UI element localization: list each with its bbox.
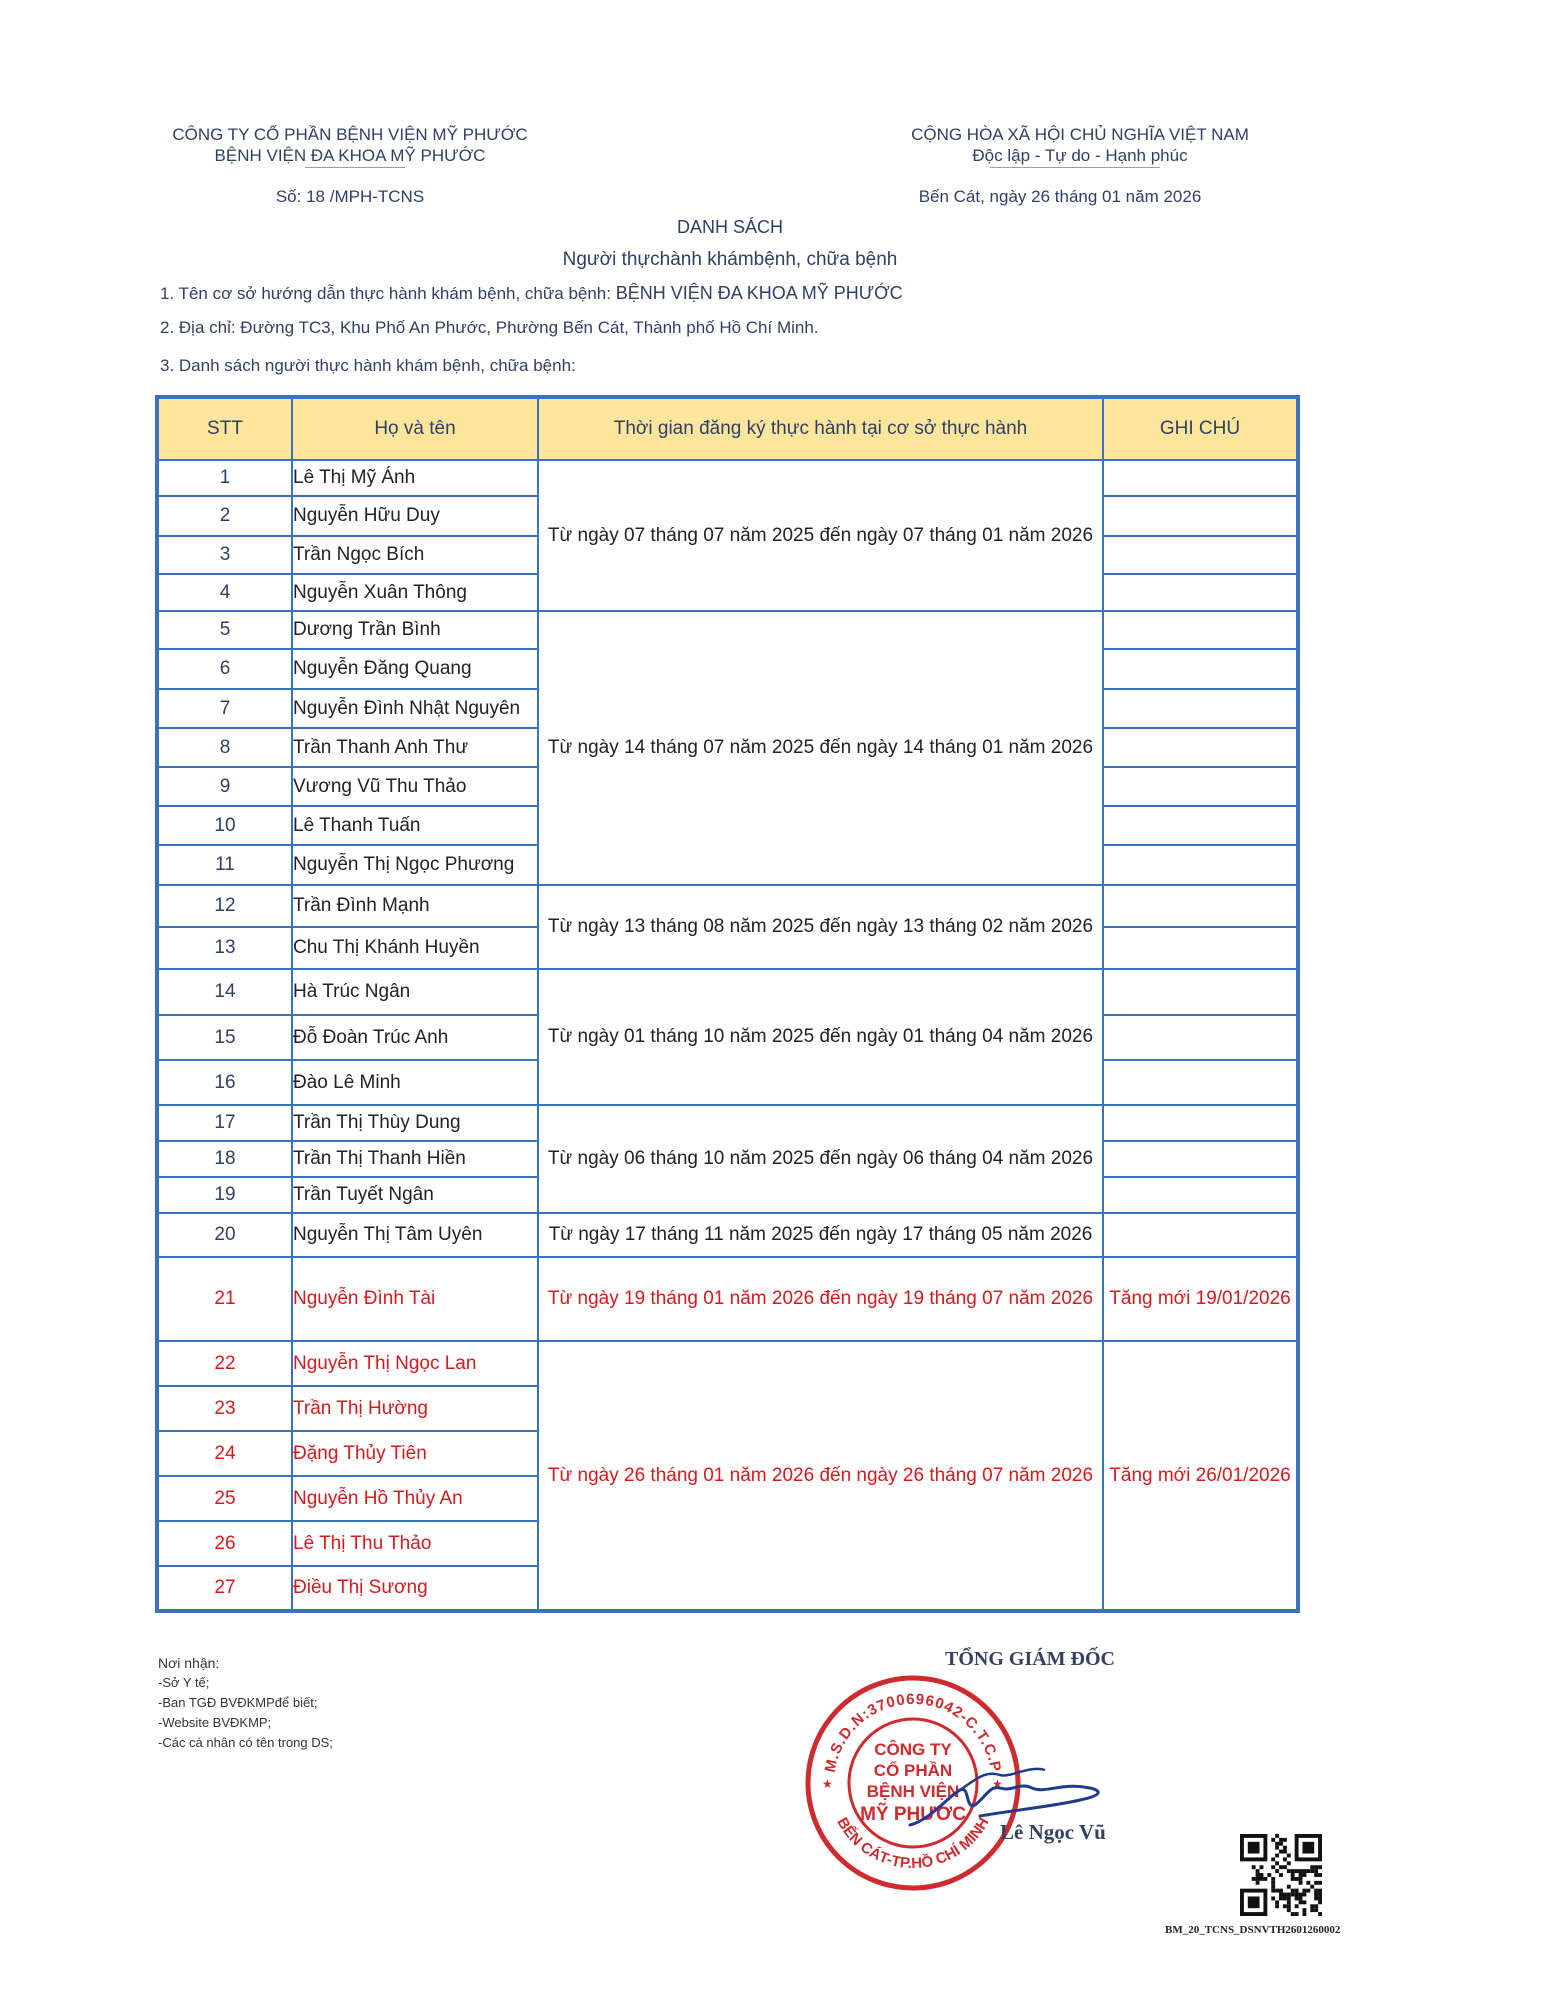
row-name: Lê Thị Mỹ Ánh [292,460,538,496]
table-body [157,460,1298,1611]
row-stt: 13 [157,927,292,969]
qr-code-icon [1240,1834,1322,1916]
row-name: Đỗ Đoàn Trúc Anh [292,1015,538,1060]
row-period: Từ ngày 19 tháng 01 năm 2026 đến ngày 19 tháng 07 năm 2026 [538,1257,1103,1341]
row-stt: 4 [157,574,292,611]
row-name: Nguyễn Hồ Thủy An [292,1476,538,1521]
row-stt: 9 [157,767,292,806]
row-stt: 1 [157,460,292,496]
right-underline [990,167,1160,168]
row-stt: 6 [157,649,292,689]
row-stt: 26 [157,1521,292,1566]
row-name: Trần Thanh Anh Thư [292,728,538,767]
col-note: GHI CHÚ [1103,397,1298,460]
row-note-empty [1103,969,1298,1015]
row-stt: 27 [157,1566,292,1611]
row-name: Nguyễn Xuân Thông [292,574,538,611]
row-period: Từ ngày 01 tháng 10 năm 2025 đến ngày 01 tháng 04 năm 2026 [538,969,1103,1105]
row-stt: 18 [157,1141,292,1177]
section-3: 3. Danh sách người thực hành khám bệnh, chữa bệnh: [160,356,576,375]
row-note-empty [1103,845,1298,885]
row-name: Chu Thị Khánh Huyền [292,927,538,969]
row-note-empty [1103,1177,1298,1213]
row-name: Trần Thị Thanh Hiền [292,1141,538,1177]
section-1-label: 1. Tên cơ sở hướng dẫn thực hành khám bệnh, chữa bệnh: [160,284,611,303]
row-name: Trần Đình Mạnh [292,885,538,927]
row-stt: 8 [157,728,292,767]
motto-line-2: Độc lập - Tự do - Hạnh phúc [972,146,1188,165]
row-period: Từ ngày 07 tháng 07 năm 2025 đến ngày 07 tháng 01 năm 2026 [538,460,1103,611]
row-name: Vương Vũ Thu Thảo [292,767,538,806]
row-name: Trần Ngọc Bích [292,536,538,574]
row-stt: 17 [157,1105,292,1141]
table-row [157,969,1298,1015]
recipients [158,1653,458,1753]
table-row [157,1213,1298,1257]
row-stt: 11 [157,845,292,885]
row-stt: 24 [157,1431,292,1476]
stamp-star-left-icon: ★ [822,1777,833,1791]
row-stt: 22 [157,1341,292,1386]
document-title: DANH SÁCH [676,217,783,237]
recipient-item: -Ban TGĐ BVĐKMPđể biết; [158,1695,318,1710]
row-note-empty [1103,1105,1298,1141]
row-note-empty [1103,689,1298,728]
row-stt: 23 [157,1386,292,1431]
table-row [157,885,1298,927]
row-name: Điều Thị Sương [292,1566,538,1611]
trainee-table [155,395,1300,1613]
stamp-location-path: BẾN CÁT-TP.HỒ CHÍ MINH [833,1814,993,1873]
row-note-empty [1103,1060,1298,1105]
col-stt: STT [157,397,292,460]
table-row [157,1257,1298,1341]
row-stt: 21 [157,1257,292,1341]
stamp-line-3: BỆNH VIỆN [866,1782,960,1801]
row-name: Dương Trần Bình [292,611,538,649]
section-1 [160,283,1260,304]
row-note-empty [1103,885,1298,927]
col-name: Họ và tên [292,397,538,460]
table-row [157,1105,1298,1141]
row-name: Nguyễn Đình Tài [292,1257,538,1341]
recipients-label: Nơi nhận: [158,1655,220,1671]
issue-date: Bến Cát, ngày 26 tháng 01 năm 2026 [918,187,1202,206]
stamp-tax-id-path: M.S.D.N:3700696042-C.T.C.P [821,1690,1005,1774]
row-name: Lê Thị Thu Thảo [292,1521,538,1566]
row-period: Từ ngày 14 tháng 07 năm 2025 đến ngày 14 tháng 01 năm 2026 [538,611,1103,885]
stamp-line-1: CÔNG TY [874,1740,952,1759]
row-name: Nguyễn Hữu Duy [292,496,538,536]
document-code: BM_20_TCNS_DSNVTH2601260002 [1165,1924,1341,1936]
row-stt: 5 [157,611,292,649]
company-stamp [800,1670,1140,1900]
recipient-item: -Các cá nhân có tên trong DS; [158,1735,333,1750]
signer-name: Lê Ngọc Vũ [1000,1820,1106,1844]
row-name: Trần Thị Hường [292,1386,538,1431]
row-name: Đặng Thủy Tiên [292,1431,538,1476]
national-motto [880,124,1280,166]
motto-line-1: CỘNG HÒA XÃ HỘI CHỦ NGHĨA VIỆT NAM [911,125,1249,144]
row-stt: 20 [157,1213,292,1257]
row-name: Trần Thị Thùy Dung [292,1105,538,1141]
stamp-star-right-icon: ★ [992,1777,1003,1791]
row-stt: 16 [157,1060,292,1105]
document-subtitle: Người thựchành khámbệnh, chữa bệnh [562,249,898,270]
row-name: Đào Lê Minh [292,1060,538,1105]
row-name: Trần Tuyết Ngân [292,1177,538,1213]
row-note-empty [1103,611,1298,649]
row-note-empty [1103,536,1298,574]
table-row [157,1341,1298,1386]
col-period: Thời gian đăng ký thực hành tại cơ sở thực hành [538,397,1103,460]
facility-name: BỆNH VIỆN ĐA KHOA MỸ PHƯỚC [615,283,903,303]
row-period: Từ ngày 26 tháng 01 năm 2026 đến ngày 26 tháng 07 năm 2026 [538,1341,1103,1611]
row-stt: 14 [157,969,292,1015]
row-note: Tăng mới 19/01/2026 [1103,1257,1298,1341]
row-stt: 2 [157,496,292,536]
table-header-row [157,397,1298,460]
row-note-empty [1103,496,1298,536]
company-line-2: BỆNH VIỆN ĐA KHOA MỸ PHƯỚC [214,146,486,165]
row-period: Từ ngày 13 tháng 08 năm 2025 đến ngày 13 tháng 02 năm 2026 [538,885,1103,969]
row-note: Tăng mới 26/01/2026 [1103,1341,1298,1611]
row-note-empty [1103,927,1298,969]
stamp-line-4: MỸ PHƯỚC [860,1804,966,1825]
row-stt: 25 [157,1476,292,1521]
row-name: Nguyễn Đình Nhật Nguyên [292,689,538,728]
left-underline [305,167,405,168]
row-stt: 19 [157,1177,292,1213]
recipient-item: -Website BVĐKMP; [158,1715,272,1730]
row-name: Nguyễn Thị Ngọc Phương [292,845,538,885]
row-name: Nguyễn Thị Tâm Uyên [292,1213,538,1257]
stamp-line-2: CỔ PHẦN [873,1761,953,1780]
section-2: 2. Địa chỉ: Đường TC3, Khu Phố An Phước, Phường Bến Cát, Thành phố Hồ Chí Minh. [160,318,819,337]
recipient-item: -Sở Y tế; [158,1675,210,1690]
row-period: Từ ngày 06 tháng 10 năm 2025 đến ngày 06 tháng 04 năm 2026 [538,1105,1103,1213]
table-row [157,460,1298,496]
doc-number: Số: 18 /MPH-TCNS [275,187,425,206]
row-note-empty [1103,649,1298,689]
row-note-empty [1103,1213,1298,1257]
signer-title: TỔNG GIÁM ĐỐC [945,1648,1115,1670]
row-note-empty [1103,460,1298,496]
company-name [160,124,540,166]
row-note-empty [1103,767,1298,806]
row-name: Hà Trúc Ngân [292,969,538,1015]
row-stt: 15 [157,1015,292,1060]
row-period: Từ ngày 17 tháng 11 năm 2025 đến ngày 17 tháng 05 năm 2026 [538,1213,1103,1257]
row-note-empty [1103,728,1298,767]
row-name: Lê Thanh Tuấn [292,806,538,845]
company-line-1: CÔNG TY CỔ PHẦN BỆNH VIỆN MỸ PHƯỚC [172,125,528,144]
row-stt: 7 [157,689,292,728]
row-note-empty [1103,1141,1298,1177]
row-stt: 12 [157,885,292,927]
row-note-empty [1103,1015,1298,1060]
table-row [157,611,1298,649]
row-stt: 3 [157,536,292,574]
row-note-empty [1103,806,1298,845]
row-name: Nguyễn Thị Ngọc Lan [292,1341,538,1386]
row-stt: 10 [157,806,292,845]
row-note-empty [1103,574,1298,611]
row-name: Nguyễn Đăng Quang [292,649,538,689]
